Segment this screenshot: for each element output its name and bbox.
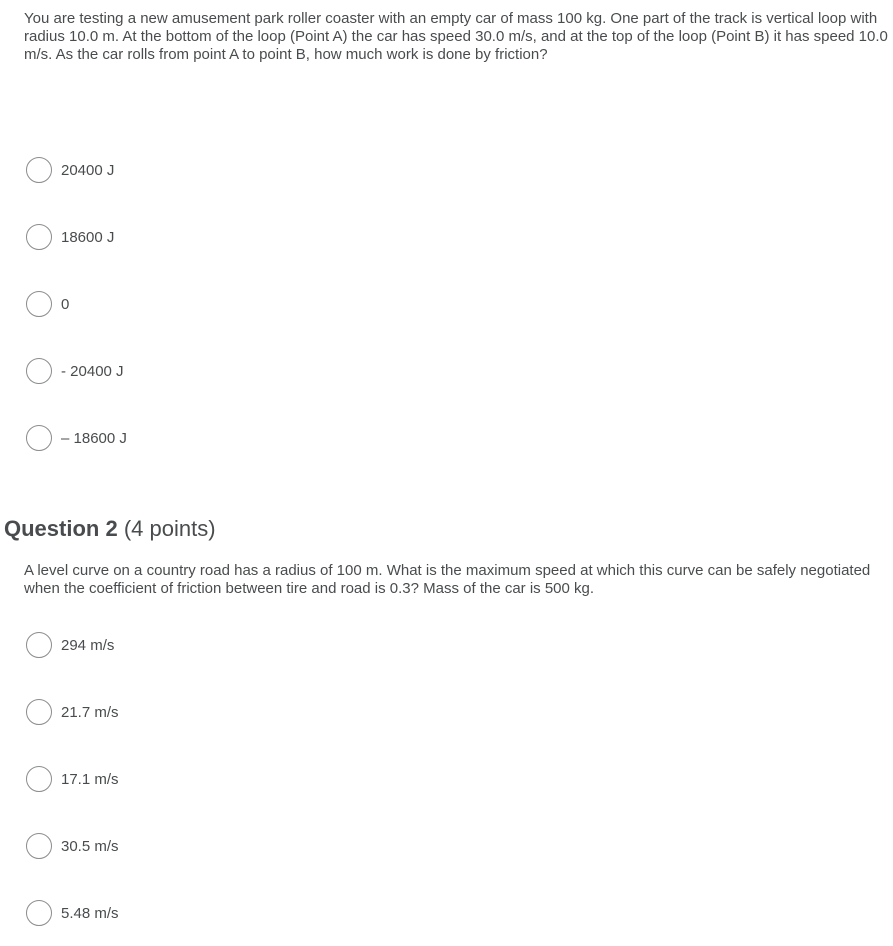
- q2-option-2[interactable]: [26, 697, 119, 727]
- option-label: 0: [61, 295, 70, 313]
- q1-option-5[interactable]: [26, 423, 127, 453]
- radio-button[interactable]: [26, 632, 52, 658]
- radio-button[interactable]: [26, 425, 52, 451]
- radio-button[interactable]: [26, 833, 52, 859]
- q2-option-3[interactable]: [26, 764, 119, 794]
- radio-button[interactable]: [26, 900, 52, 926]
- option-label: 5.48 m/s: [61, 904, 119, 922]
- option-label: - 20400 J: [61, 362, 124, 380]
- option-label: 18600 J: [61, 228, 115, 246]
- radio-button[interactable]: [26, 291, 52, 317]
- q2-option-5[interactable]: [26, 898, 119, 928]
- option-label: 21.7 m/s: [61, 703, 119, 721]
- option-label: 30.5 m/s: [61, 837, 119, 855]
- q2-option-1[interactable]: [26, 630, 114, 660]
- q1-option-4[interactable]: [26, 356, 124, 386]
- q2-option-4[interactable]: [26, 831, 119, 861]
- question-1-text: You are testing a new amusement park roller coaster with an empty car of mass 100 kg. One part of the track is vertical loop with radius 10.0 m. At the bottom of the loop (Point A) the car has speed 30.0 m/s, and at the top of the loop (Point B) it has speed 10.0 m/s. As the car rolls from point A to point B, how much work is done by friction?: [24, 10, 888, 63]
- radio-button[interactable]: [26, 699, 52, 725]
- option-label: 20400 J: [61, 161, 115, 179]
- question-2-text: A level curve on a country road has a radius of 100 m. What is the maximum speed at which this curve can be safely negotiated when the coefficient of friction between tire and road is 0.3? Mass of the car is 500 kg.: [24, 562, 871, 597]
- q1-option-3[interactable]: [26, 289, 69, 319]
- question-points: (4 points): [123, 516, 216, 541]
- radio-button[interactable]: [26, 766, 52, 792]
- radio-button[interactable]: [26, 224, 52, 250]
- q1-option-1[interactable]: [26, 155, 114, 185]
- question-2-heading: [4, 515, 216, 543]
- option-label: – 18600 J: [61, 429, 127, 447]
- question-title: Question 2: [4, 516, 118, 541]
- q1-option-2[interactable]: [26, 222, 114, 252]
- radio-button[interactable]: [26, 358, 52, 384]
- option-label: 294 m/s: [61, 636, 115, 654]
- option-label: 17.1 m/s: [61, 770, 119, 788]
- radio-button[interactable]: [26, 157, 52, 183]
